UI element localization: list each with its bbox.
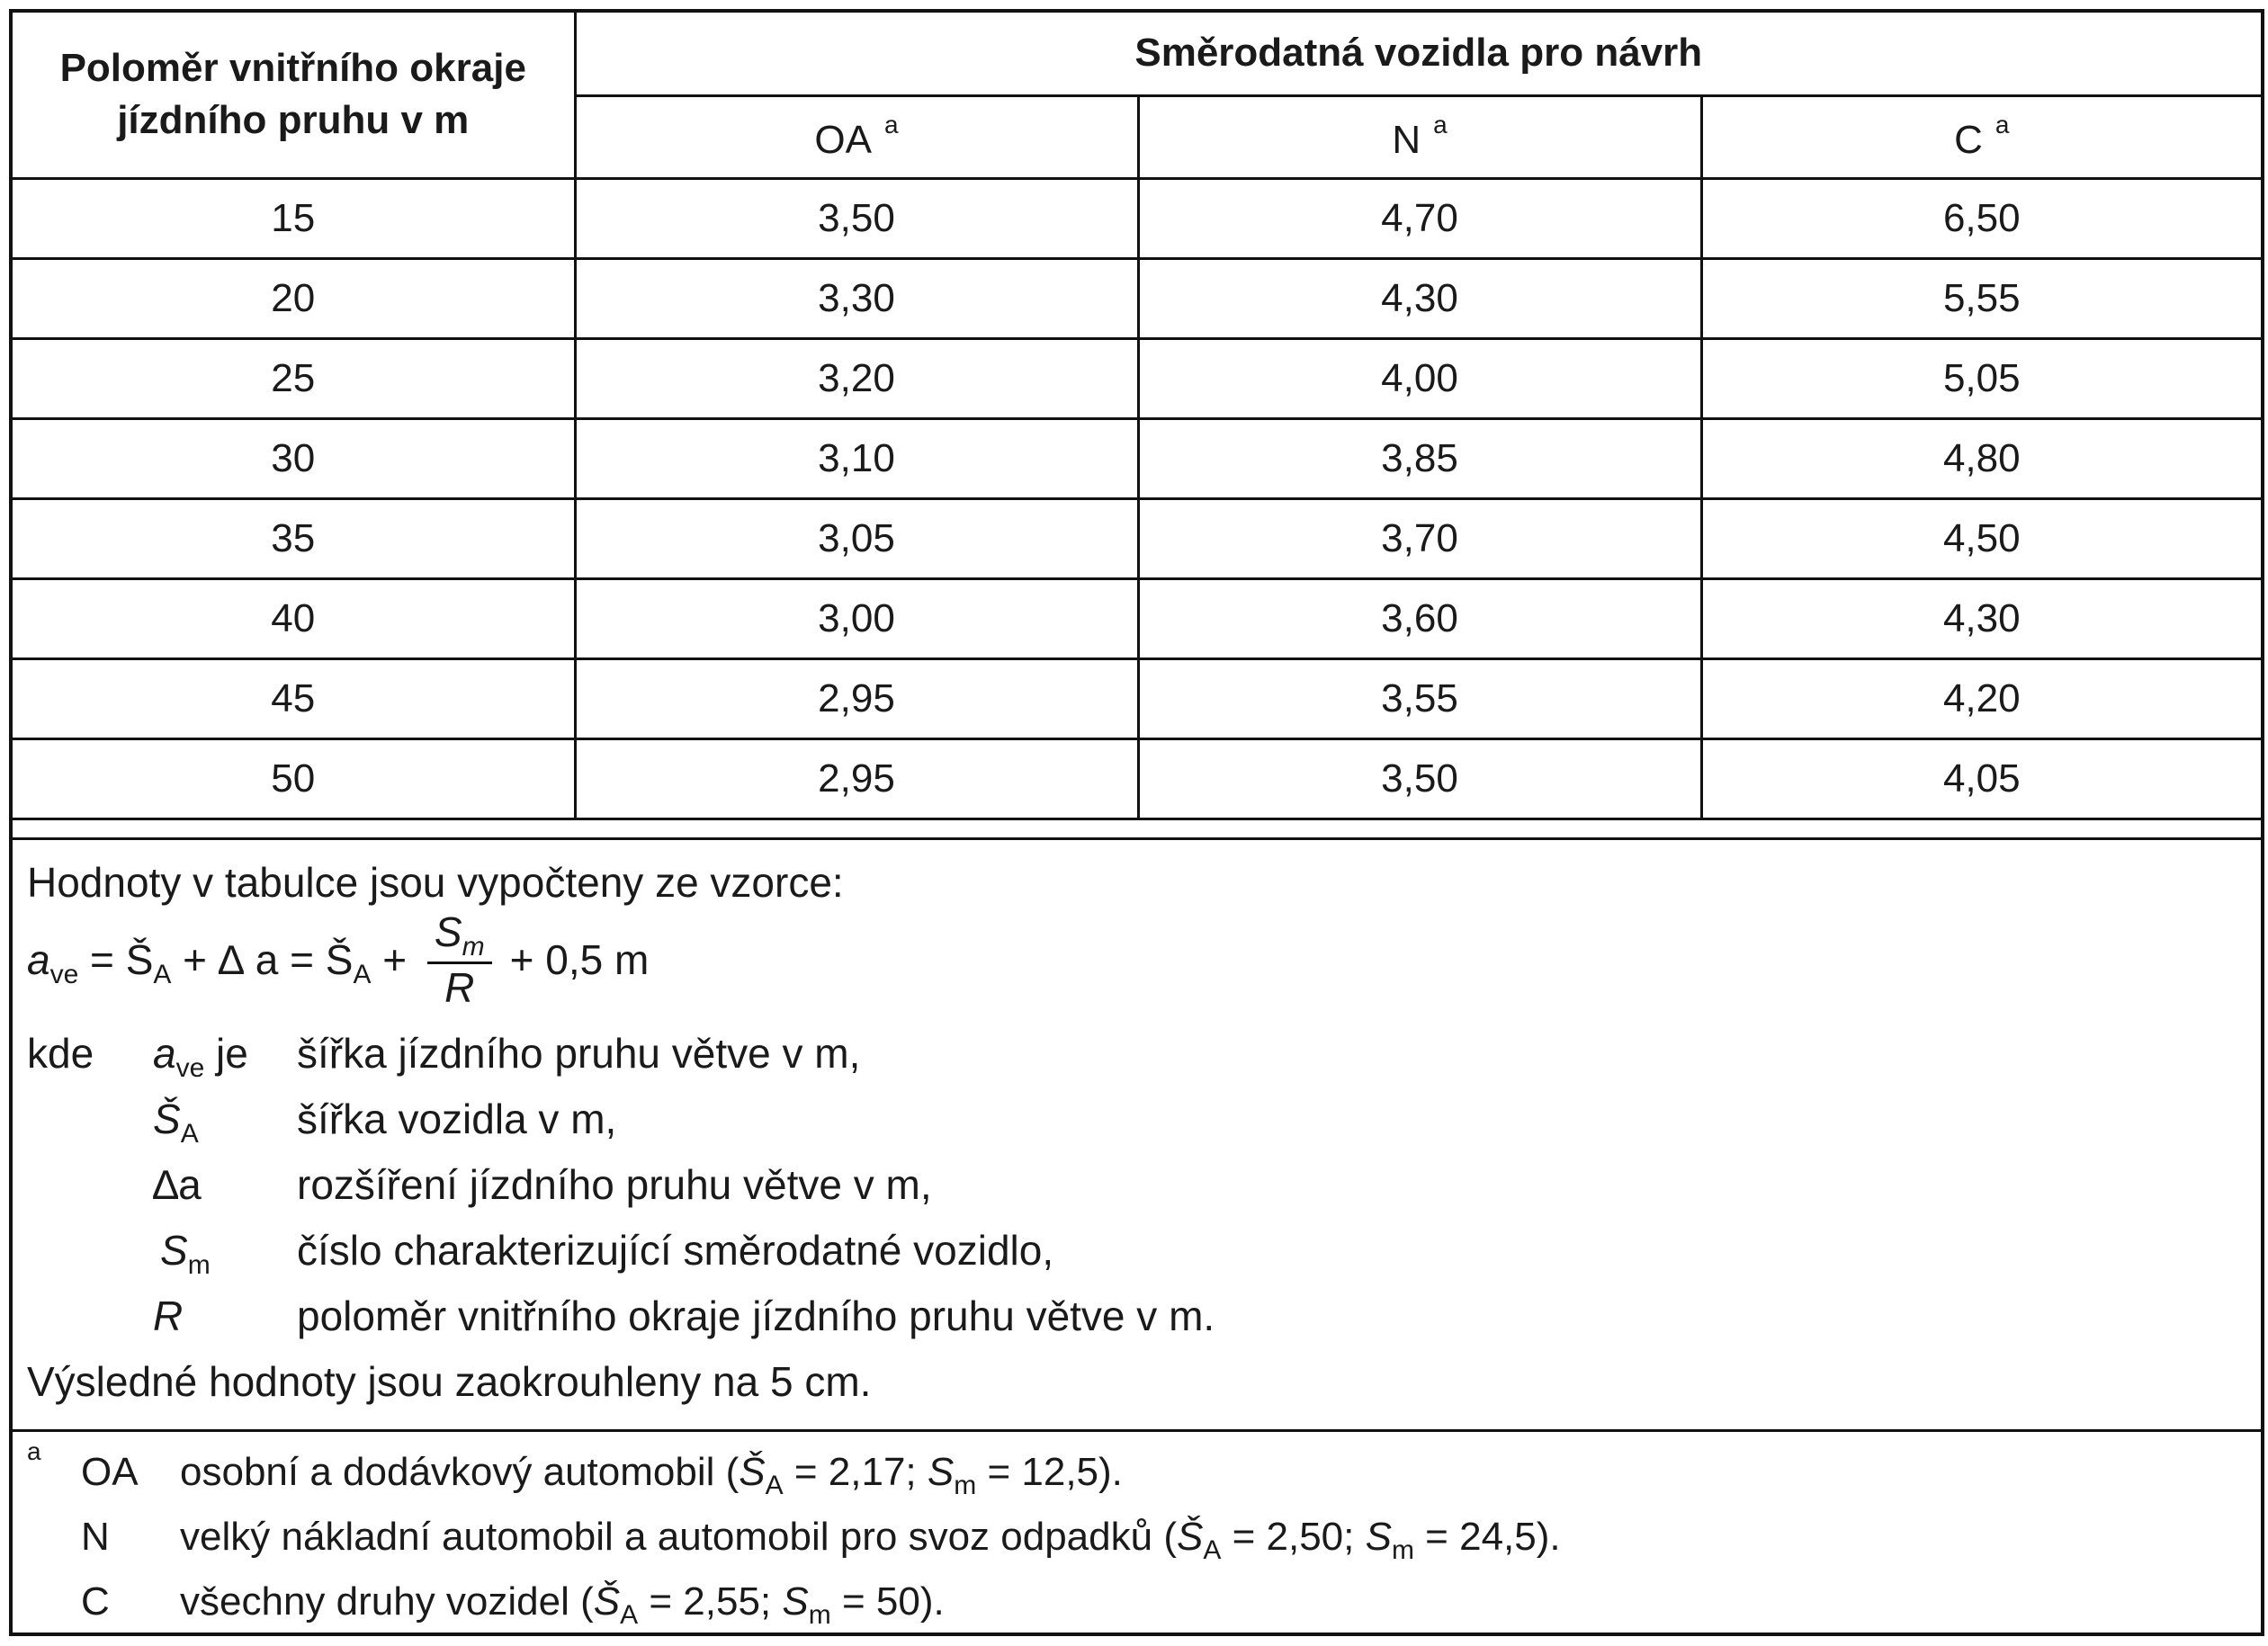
table-row (13, 738, 2261, 819)
n-cell: 3,70 (1138, 498, 1701, 578)
radius-cell: 50 (13, 738, 575, 819)
c-cell: 4,80 (1701, 418, 2261, 498)
radius-column-header: Poloměr vnitřního okraje jízdního pruhu v m (13, 13, 575, 178)
notes-closing: Výsledné hodnoty jsou zaokrouhleny na 5 cm. (27, 1358, 872, 1405)
n-cell: 3,55 (1138, 658, 1701, 738)
oa-cell: 3,10 (575, 418, 1138, 498)
radius-cell: 25 (13, 338, 575, 418)
document-table-frame (9, 9, 2264, 1636)
table-row (13, 658, 2261, 738)
radius-cell: 30 (13, 418, 575, 498)
table-row (13, 338, 2261, 418)
radius-cell: 15 (13, 178, 575, 258)
c-cell: 4,30 (1701, 578, 2261, 658)
table-row (13, 178, 2261, 258)
oa-cell: 2,95 (575, 658, 1138, 738)
n-cell: 4,70 (1138, 178, 1701, 258)
table-row (13, 418, 2261, 498)
oa-cell: 2,95 (575, 738, 1138, 819)
oa-cell: 3,30 (575, 258, 1138, 338)
radius-cell: 20 (13, 258, 575, 338)
oa-cell: 3,20 (575, 338, 1138, 418)
formula: $a_{ve}$ = $Š_A$ + ∆ $a = Š_A$ + $\frac{S_m}{R}$ + 0,5 m (27, 908, 650, 1011)
radius-cell: 45 (13, 658, 575, 738)
radius-cell: 35 (13, 498, 575, 578)
c-cell: 4,20 (1701, 658, 2261, 738)
oa-cell: 3,50 (575, 178, 1138, 258)
c-cell: 5,05 (1701, 338, 2261, 418)
c-cell: 4,05 (1701, 738, 2261, 819)
n-cell: 3,50 (1138, 738, 1701, 819)
oa-cell: 3,05 (575, 498, 1138, 578)
fraction: $\frac{S_m}{R}$ (427, 908, 492, 1011)
n-cell: 4,30 (1138, 258, 1701, 338)
oa-cell: 3,00 (575, 578, 1138, 658)
footnote-mark: a (27, 1437, 41, 1465)
table-row (13, 578, 2261, 658)
lane-width-table (13, 13, 2261, 820)
subheader-n: N $^a$ (1138, 95, 1701, 178)
formula-notes: Hodnoty v tabulce jsou vypočteny ze vzorce: $a_{ve}$ = $Š_A$ + ∆ $a = Š_A$ + $\frac{S_m}{R}$ + 0,5 m kde $a_{ve}$ je šířka jízdního pruhu větve v m, $Š_A$ šířka vozidla v m, ∆a rozšíření jízdního pruhu větve v m, $S_m$ číslo charakterizující směrodatné vozidlo, R poloměr vnitřního okraje jízdního pruhu větve v m. Výsledné hodnoty jsou zaokrouhleny na 5 cm. (13, 837, 2261, 1432)
n-cell: 3,60 (1138, 578, 1701, 658)
c-cell: 4,50 (1701, 498, 2261, 578)
footnotes: a OA osobní a dodávkový automobil ($Š_A = 2,17$; $S_m = 12,5$). N velký nákladní automobil a automobil pro svoz odpadků ($Š_A = 2,50$; $S_m = 24,5$). C všechny druhy vozidel ($Š_A = 2,55$; $S_m = 50$). (13, 1429, 2261, 1633)
vehicle-group-header: Směrodatná vozidla pro návrh (575, 13, 2261, 95)
n-cell: 4,00 (1138, 338, 1701, 418)
subheader-oa: OA $^a$ (575, 95, 1138, 178)
subheader-c: C $^a$ (1701, 95, 2261, 178)
n-cell: 3,85 (1138, 418, 1701, 498)
notes-intro: Hodnoty v tabulce jsou vypočteny ze vzorce: (27, 859, 844, 906)
kde-label: kde (27, 1030, 94, 1077)
c-cell: 5,55 (1701, 258, 2261, 338)
radius-cell: 40 (13, 578, 575, 658)
table-row (13, 498, 2261, 578)
c-cell: 6,50 (1701, 178, 2261, 258)
table-row (13, 258, 2261, 338)
